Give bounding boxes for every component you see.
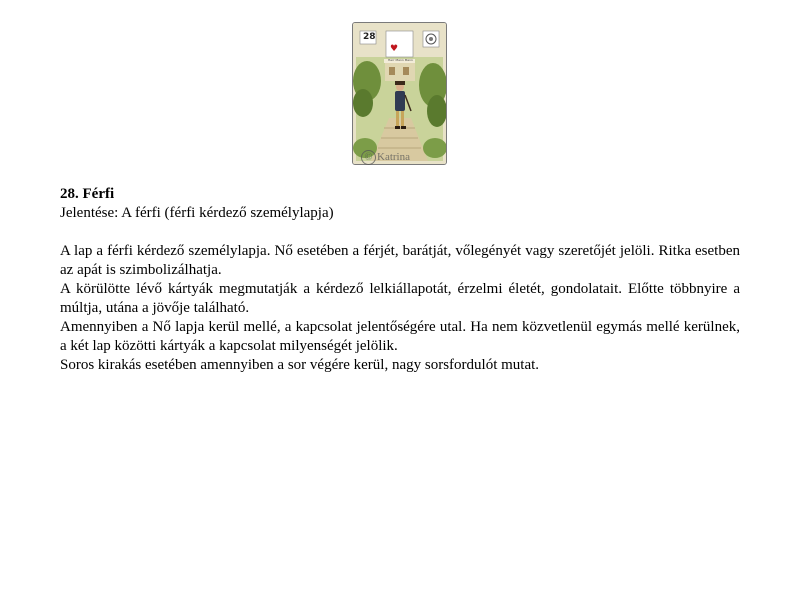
paragraph: A körülötte lévő kártyák megmutatják a kérdező lelkiállapotát, érzelmi életét, gondolatait. Előtte többnyire a múltja, utána a jövője található.: [60, 281, 740, 316]
card-image: [352, 22, 447, 165]
watermark-text: Katrina: [377, 151, 410, 163]
card-illustration: [353, 23, 446, 164]
card-caption: Herr Mann Mann: [388, 58, 413, 62]
paragraph: Amennyiben a Nő lapja kerül mellé, a kapcsolat jelentőségére utal. Ha nem közvetlenül egymás mellé kerülnek, a két lap közötti kártyák a kapcsolat milyenségét jelölik.: [60, 319, 740, 354]
copyright-watermark: [361, 150, 410, 165]
paragraph: A lap a férfi kérdező személylapja. Nő esetében a férjét, barátját, vőlegényét vagy szeretőjét jelöli. Ritka esetben az apát is szimbolizálhatja.: [60, 243, 740, 278]
paragraph: Soros kirakás esetében amennyiben a sor végére kerül, nagy sorsfordulót mutat.: [60, 357, 540, 373]
card-description: [60, 185, 740, 375]
page-title: 28. Férfi: [60, 186, 115, 202]
copyright-icon: ©: [361, 150, 376, 165]
card-number: 28: [363, 32, 376, 42]
heart-suit-icon: ♥: [390, 44, 399, 54]
lenormand-card-28: [352, 22, 447, 165]
card-meaning: Jelentése: A férfi (férfi kérdező személylapja): [60, 205, 334, 221]
